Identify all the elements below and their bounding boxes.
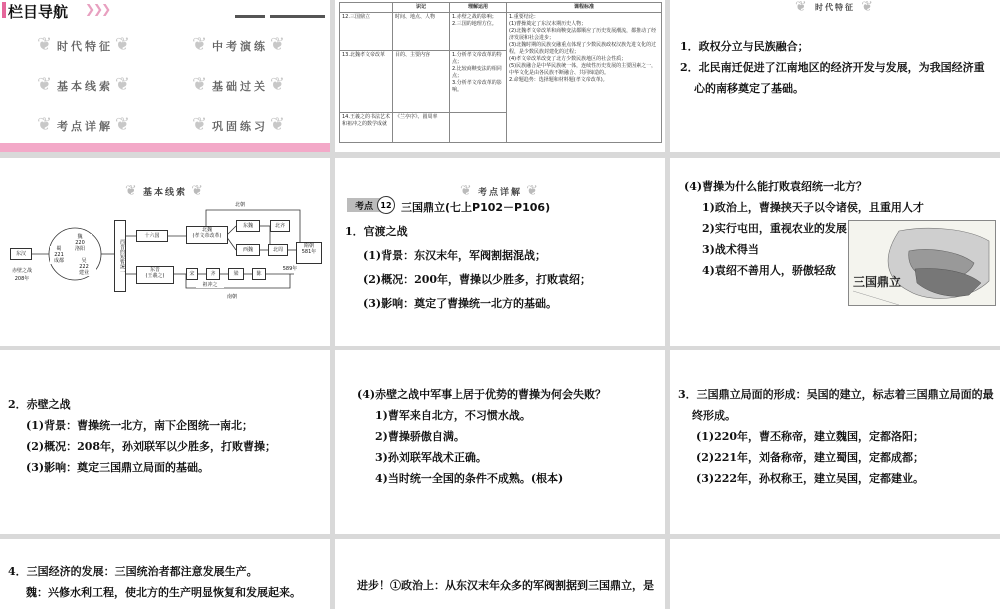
text-line: 2．赤壁之战 [8, 398, 71, 411]
body-text [357, 384, 659, 489]
table-cell: 时间、地点、人物 [393, 13, 450, 51]
box-west-jin: 西晋的短暂统一 [114, 220, 126, 292]
box-north-zhou: 北周 [268, 244, 288, 256]
text-line: (2)221年，刘备称帝，建立蜀国，定都成都； [696, 451, 925, 464]
slide-basic-clues[interactable] [0, 158, 330, 346]
curriculum-table [339, 2, 662, 143]
nav-button-exam[interactable]: ❦ 中考演练 ❦ [192, 34, 288, 55]
text-line: 2)曹操骄傲自满。 [375, 430, 465, 443]
slide-era-features[interactable] [670, 0, 1000, 152]
title-accent-bar [2, 2, 6, 18]
text-line: 4．三国经济的发展：三国统治者都注意发展生产。 [8, 565, 258, 578]
body-text [678, 384, 994, 489]
table-cell: 13.北魏孝文帝改革 [340, 51, 393, 113]
circle-label-shu: 蜀 221 成都 [50, 246, 68, 264]
nav-button-clues[interactable]: ❦ 基本线索 ❦ [37, 74, 133, 95]
table-cell: 14.王羲之的书法艺术和祖冲之的数学成就 [340, 113, 393, 143]
slide-cao-cao-north[interactable] [670, 158, 1000, 346]
text-line: (4)曹操为什么能打败袁绍统一北方？ [684, 180, 868, 193]
text-line: 1．官渡之战 [345, 225, 408, 238]
table-cell: 1.重要结论： (1)曹操奠定了东汉末期历史人物； (2)北魏孝文帝改革和商鞅变法都顺应了历史发展潮流，都推动了经济发展和社会进步； (3)北魏时期的民族交融重点体现了少数民族政权汉族先进文化的过程，是少数民族封建化的过程； (4)孝文帝改革改变了北方少数民族地区的社会性质； (5)民族融合是中华民族统一体，连续性历史发展的主要因素之一，中华文化是由各民族不断融合、共同缔造的。 2.命题趋势：选择题和材料题(孝文帝改革)。 [507, 13, 662, 143]
nav-button-era[interactable]: ❦ 时代特征 ❦ [37, 34, 133, 55]
text-line: 1)政治上，曹操挟天子以令诸侯，且重用人才 [702, 201, 924, 214]
box-east-wei: 东魏 [236, 220, 260, 232]
table-cell: 目的、主要内容 [393, 51, 450, 113]
text-line: (4)赤壁之战中军事上居于优势的曹操为何会失败？ [357, 388, 607, 401]
nav-button-points[interactable]: ❦ 考点详解 ❦ [37, 114, 133, 135]
section-tag: ❦ 考点详解 ❦ [460, 183, 540, 199]
text-line: 3．三国鼎立局面的形成：吴国的建立，标志着三国鼎立局面的最终形成。 [678, 388, 994, 422]
section-tag: ❦ 时代特征 ❦ [795, 0, 875, 15]
text-line: 进步！①政治上：从东汉末年众多的军阀割据到三国鼎立，是 [357, 579, 654, 592]
label-south-dynasties: 南朝 [222, 294, 242, 300]
label-zu-chongzhi: 祖冲之 [196, 282, 224, 288]
text-line: 魏：兴修水利工程，使北方的生产明显恢复和发展起来。 [26, 586, 301, 599]
table-header-empty [340, 3, 393, 13]
body-text [8, 394, 324, 478]
text-line: (3)影响：奠定了曹操统一北方的基础。 [363, 297, 558, 310]
text-line: (3)222年，孙权称王，建立吴国，定都建业。 [696, 472, 925, 485]
box-sui [296, 242, 322, 264]
box-east-jin: 东晋 (王羲之) [136, 266, 174, 284]
slide-column-nav[interactable] [0, 0, 330, 152]
text-line: (3)影响：奠定三国鼎立局面的基础。 [26, 461, 210, 474]
slide-cao-cao-defeat[interactable] [335, 350, 665, 534]
text-line: 4)袁绍不善用人，骄傲轻敌 [702, 264, 836, 277]
box-north-qi: 北齐 [270, 220, 290, 232]
table-cell: 《兰亭序》、圆周率 [393, 113, 450, 143]
key-point-badge: 考点 [347, 198, 381, 212]
slide-curriculum-table[interactable] [335, 0, 665, 152]
text-line: 4)当时统一全国的条件不成熟。(根本) [375, 472, 564, 485]
pink-footer-bar [0, 143, 330, 152]
label-north-dynasties: 北朝 [230, 202, 250, 208]
three-kingdoms-map [848, 220, 996, 306]
map-label: 三国鼎立 [853, 275, 902, 289]
label-red-cliff: 赤壁之战 [8, 268, 36, 274]
text-line: (1)220年，曹丕称帝，建立魏国，定都洛阳； [696, 430, 925, 443]
text-line: (2)概况：208年，孙刘联军以少胜多，打败曹操； [26, 440, 277, 453]
box-east-han: 东汉 [10, 248, 32, 260]
box-sixteen-kingdoms: 十六国 [136, 230, 168, 242]
circle-label-wei: 魏 220 洛阳 [68, 234, 92, 252]
table-cell: 1.分析孝文帝改革的特点； 2.比较商鞅变法的相同点； 3.分析孝文帝改革的影响。 [450, 51, 507, 113]
box-liang: 梁 [228, 268, 244, 280]
table-cell: 12.三国鼎立 [340, 13, 393, 51]
section-tag: ❦ 基本线索 ❦ [125, 183, 205, 199]
table-cell [450, 113, 507, 143]
box-chen: 陈 [252, 268, 266, 280]
table-header: 理解运用 [450, 3, 507, 13]
nav-button-basics[interactable]: ❦ 基础过关 ❦ [192, 74, 288, 95]
body-text [345, 220, 657, 316]
slide-progress[interactable] [335, 539, 665, 609]
box-song: 宋 [186, 268, 198, 280]
slide-economy[interactable] [0, 539, 330, 609]
text-line: (2)概况：200年，曹操以少胜多，打败袁绍； [363, 273, 592, 286]
text-line: 2)实行屯田，重视农业的发展 [702, 222, 847, 235]
key-point-number: 12 [377, 196, 395, 214]
sui-year: 581年 [301, 249, 317, 255]
table-header: 课程标准 [507, 3, 662, 13]
circle-label-wu: 吴 222 建业 [72, 258, 96, 276]
text-line: (1)背景：曹操统一北方，南下企图统一南北； [26, 419, 254, 432]
map-shapes [849, 221, 995, 305]
slide-three-kingdoms-form[interactable] [670, 350, 1000, 534]
nav-button-practice[interactable]: ❦ 巩固练习 ❦ [192, 114, 288, 135]
text-line: 1)曹军来自北方，不习惯水战。 [375, 409, 531, 422]
header-line [235, 15, 265, 18]
box-north-wei: 北魏 (孝文帝改革) [186, 226, 228, 244]
body-text [357, 575, 663, 596]
label-red-cliff-year: 208年 [8, 276, 36, 282]
table-header: 识记 [393, 3, 450, 13]
text-line: 2．北民南迁促进了江南地区的经济开发与发展，为我国经济重心的南移奠定了基础。 [680, 61, 985, 95]
table-cell: 1.赤壁之战的影响； 2.三国的地理方位。 [450, 13, 507, 51]
body-text [680, 36, 992, 99]
box-qi: 齐 [206, 268, 220, 280]
slide-key-point[interactable] [335, 158, 665, 346]
text-line: 1．政权分立与民族融合； [680, 40, 809, 53]
header-line [270, 15, 325, 18]
text-line: 3)战术得当 [702, 243, 759, 256]
slide-blank[interactable] [670, 539, 1000, 609]
chevrons-icon: ❯❯❯ [85, 2, 110, 16]
slide-red-cliff[interactable] [0, 350, 330, 534]
key-point-title: 三国鼎立(七上P102－P106) [401, 201, 551, 214]
box-west-wei: 西魏 [236, 244, 260, 256]
text-line: (1)背景：东汉末年，军阀割据混战； [363, 249, 547, 262]
body-text [8, 561, 326, 603]
label-589: 589年 [280, 266, 300, 272]
sui-label: 隋朝 [303, 243, 314, 249]
slide-title: 栏目导航 [8, 3, 69, 21]
text-line: 3)孙刘联军战术正确。 [375, 451, 487, 464]
